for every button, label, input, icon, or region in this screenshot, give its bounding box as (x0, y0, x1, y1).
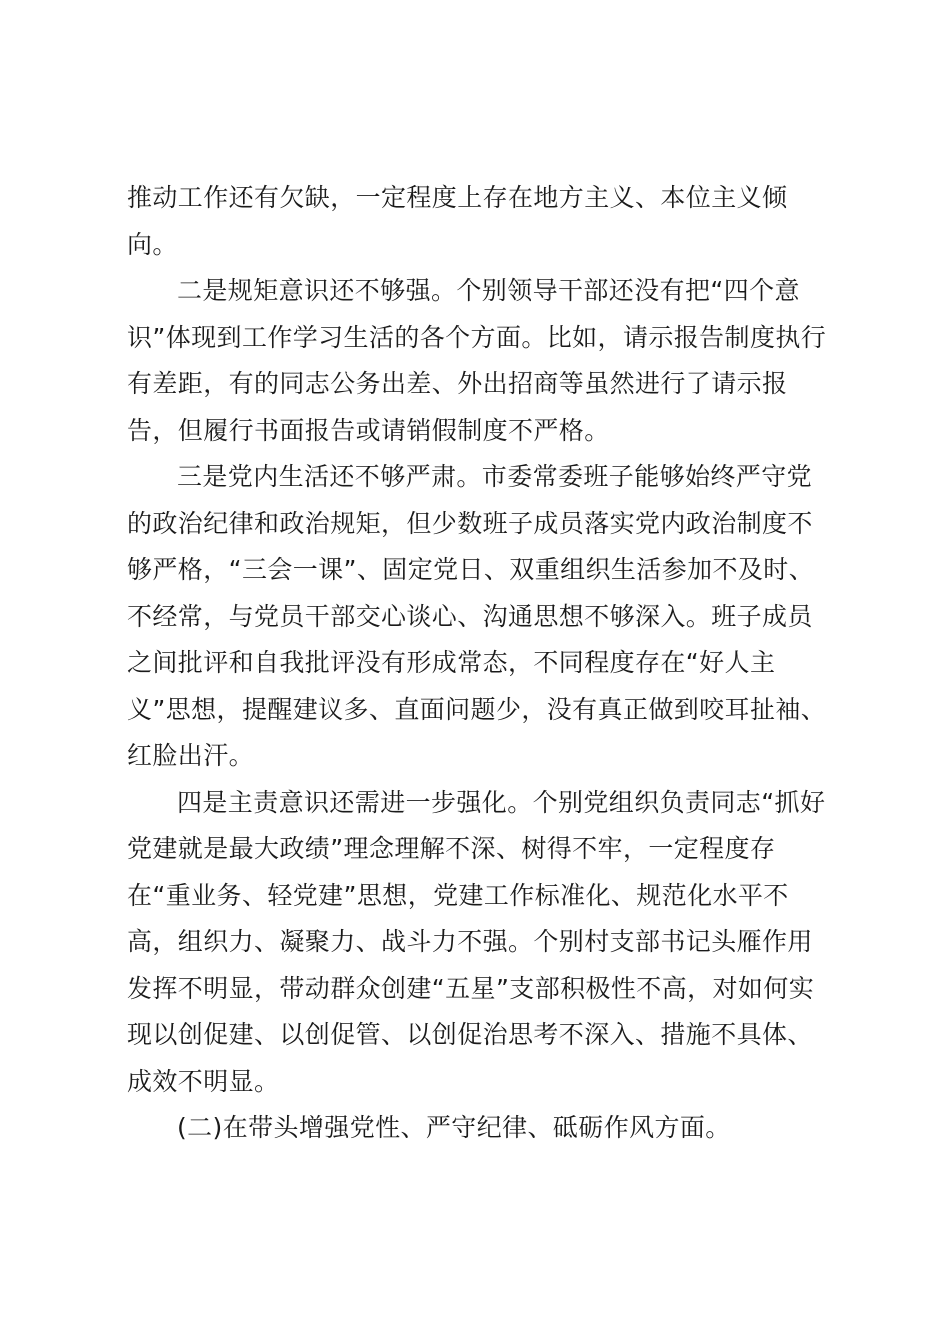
text-line: 党建就是最大政绩”理念理解不深、树得不牢，一定程度存 (127, 834, 776, 863)
text-line: 向。 (127, 229, 178, 259)
document-body (127, 175, 835, 1152)
text-line: 高，组织力、凝聚力、战斗力不强。个别村支部书记头雁作用 (127, 927, 813, 956)
text-line: 识”体现到工作学习生活的各个方面。比如，请示报告制度执行 (127, 322, 827, 352)
text-line: 三是党内生活还不够严肃。市委常委班子能够始终严守党 (177, 462, 813, 491)
text-line: 不经常，与党员干部交心谈心、沟通思想不够深入。班子成员 (127, 601, 813, 631)
paragraph (127, 175, 835, 268)
text-line: 在“重业务、轻党建”思想，党建工作标准化、规范化水平不 (127, 880, 789, 910)
text-line: 红脸出汗。 (127, 741, 255, 770)
paragraph (127, 780, 835, 1106)
text-line: 之间批评和自我批评没有形成常态，不同程度存在“好人主 (127, 648, 776, 677)
text-line: 告，但履行书面报告或请销假制度不严格。 (127, 415, 610, 445)
paragraph (127, 268, 835, 454)
text-line: 现以创促建、以创促管、以创促治思考不深入、措施不具体、 (127, 1020, 813, 1049)
paragraph (127, 1105, 835, 1152)
text-line: 义”思想，提醒建议多、直面问题少，没有真正做到咬耳扯袖、 (127, 694, 827, 724)
text-line: 的政治纪律和政治规矩，但少数班子成员落实党内政治制度不 (127, 508, 813, 538)
paragraph (127, 454, 835, 780)
text-line: 二是规矩意识还不够强。个别领导干部还没有把“四个意 (177, 276, 800, 305)
text-line: 推动工作还有欠缺，一定程度上存在地方主义、本位主义倾 (127, 183, 788, 212)
text-line: 成效不明显。 (127, 1066, 280, 1096)
text-line: 发挥不明显，带动群众创建“五星”支部积极性不高，对如何实 (127, 973, 815, 1003)
text-line: 有差距，有的同志公务出差、外出招商等虽然进行了请示报 (127, 369, 788, 398)
text-line: (二)在带头增强党性、严守纪律、砥砺作风方面。 (177, 1113, 731, 1142)
text-line: 够严格，“三会一课”、固定党日、双重组织生活参加不及时、 (127, 555, 815, 584)
text-line: 四是主责意识还需进一步强化。个别党组织负责同志“抓好 (177, 787, 826, 817)
